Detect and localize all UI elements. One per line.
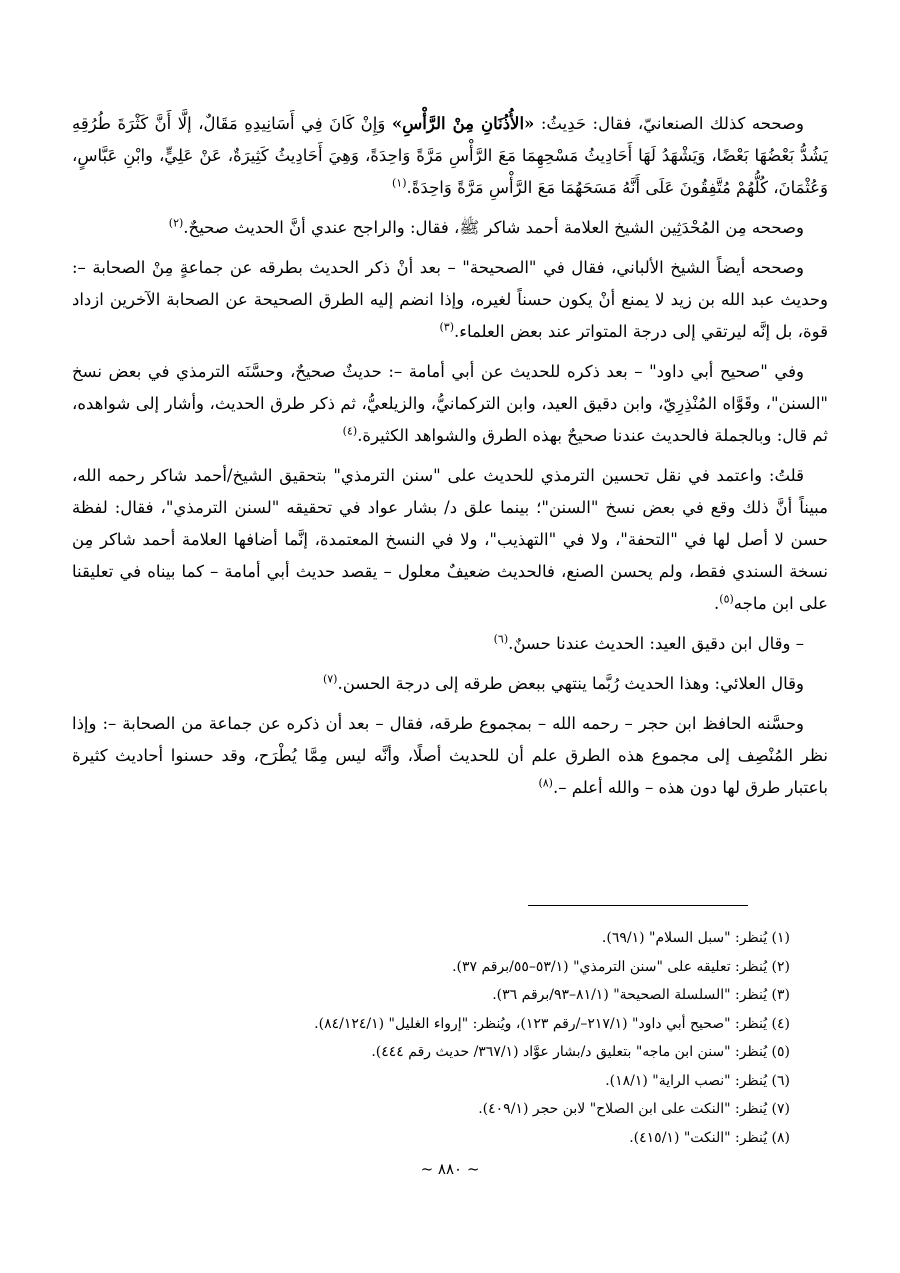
footnote-4: (٤) يُنظر: "صحيح أبي داود" (٢١٧/١–/رقم ١٢٣)، ويُنظر: "إرواء الغليل" (٨٤/١٢٤/١).	[314, 1015, 790, 1032]
paragraph-3-text: وصححه أيضاً الشيخ الألباني، فقال في "الصحيحة" – بعد أنْ ذكر الحديث بطرقه عن جماعةٍ مِنْ الصحابة –: وحديث عبد الله بن زيد لا يمنع أنْ يكون حسناً لغيره، وإذا انضم إليه الطرق الصحيحة عن الصحابة الآخرين ازداد قوة، بل إنَّه ليرتقي إلى درجة المتواتر عند بعض العلماء.	[72, 258, 828, 341]
paragraph-4	[72, 356, 828, 452]
footnote-ref-7[interactable]: (٧)	[322, 672, 338, 686]
footnote-1: (١) يُنظر: "سبل السلام" (٦٩/١).	[601, 930, 790, 946]
paragraph-1-text: وصححه كذلك الصنعانيّ، فقال: حَدِيثُ:	[534, 114, 804, 133]
footnote-3: (٣) يُنظر: "السلسلة الصحيحة" (٨١/١–٩٣/برقم ٣٦).	[492, 987, 790, 1003]
hadith-quote: «الأُذُنَانِ مِنْ الرَّأْسِ»	[391, 114, 535, 133]
footnote-7: (٧) يُنظر: "النكت على ابن الصلاح" لابن حجر (٤٠٩/١).	[478, 1101, 790, 1117]
footnote-ref-5[interactable]: (٥)	[719, 592, 734, 606]
footnote-6: (٦) يُنظر: "نصب الراية" (١٨/١).	[605, 1072, 790, 1089]
footnote-2: (٢) يُنظر: تعليقه على "سنن الترمذي" (٥٣/١–٥٥/برقم ٣٧).	[452, 958, 790, 975]
paragraph-7	[72, 668, 828, 700]
paragraph-4-text: وفي "صحيح أبي داود" – بعد ذكره للحديث عن أبي أمامة –: حديثٌ صحيحٌ، وحسَّنَه الترمذي في بعض نسخ "السنن"، وقَوَّاه المُنْذِرِيّ، وابن دقيق العيد، وابن التركمانيُّ، والزيلعيُّ، ثم ذكر طرق الحديث، وأشار إلى شواهده، ثم قال: وبالجملة فالحديث عندنا صحيحٌ بهذه الطرق والشواهد الكثيرة.	[72, 362, 828, 445]
paragraph-5	[72, 460, 828, 620]
footnote-8: (٨) يُنظر: "النكت" (٤١٥/١).	[629, 1129, 790, 1146]
paragraph-2-text: وصححه مِن المُحْدَثِين الشيخ العلامة أحمد شاكر ﷺ، فقال: والراجح عندي أنَّ الحديث صحيحٌ.	[183, 218, 804, 237]
paragraph-3	[72, 252, 828, 348]
paragraph-6	[72, 628, 828, 660]
footnote-ref-6[interactable]: (٦)	[493, 632, 509, 646]
page-number: ~ ٨٨٠ ~	[420, 1160, 480, 1178]
paragraph-6-text: – وقال ابن دقيق العيد: الحديث عندنا حسنٌ.	[508, 634, 804, 653]
footnotes-list	[100, 924, 790, 1152]
body-text	[72, 108, 828, 812]
paragraph-5-end: .	[714, 594, 720, 613]
paragraph-1	[72, 108, 828, 204]
paragraph-7-text: وقال العلائي: وهذا الحديث رُبَّما ينتهي ببعض طرقه إلى درجة الحسن.	[337, 674, 804, 693]
footnote-ref-4[interactable]: (٤)	[342, 424, 358, 438]
paragraph-1-continuation: وَإِنْ كَانَ فِي أَسَانِيدِهِ مَقَالٌ، إلَّا أَنَّ كَثْرَةَ طُرُقِهِ يَشُدُّ بَعْضُهَا بَعْضًا، وَيَشْهَدُ لَهَا أَحَادِيثُ مَسْحِهِمَا مَعَ الرَّأْسِ مَرَّةً وَاحِدَةً، وَهِيَ أَحَادِيثُ كَثِيرَةٌ، عَنْ عَلِيٍّ، وابْنِ عَبَّاسٍ، وَعُثْمَانَ، كُلُّهُمْ مُتَّفِقُونَ عَلَى أَنَّهُ مَسَحَهُمَا مَعَ الرَّأْسِ مَرَّةً وَاحِدَةً.	[72, 114, 828, 197]
paragraph-2	[72, 212, 828, 244]
paragraph-5-text: قلتُ: واعتمد في نقل تحسين الترمذي للحديث على "سنن الترمذي" بتحقيق الشيخ/أحمد شاكر رحمه الله، مبيناً أنَّ ذلك وقع في بعض نسخ "السنن"؛ بينما علق د/ بشار عواد في تحقيقه "لسنن الترمذي"، فقال: لفظة حسن لا أصل لها في "التحفة"، ولا في "التهذيب"، ولا في النسخ المعتمدة، إنَّما أضافها العلامة أحمد شاكر مِن نسخة السندي فقط، ولم يحسن الصنع، فالحديث ضعيفٌ معلول – يقصد حديث أبي أمامة – كما بيناه في تعليقنا على ابن ماجه	[72, 466, 828, 613]
footnote-separator	[528, 905, 748, 906]
footnote-5: (٥) يُنظر: "سنن ابن ماجه" بتعليق د/بشار عوَّاد (٣٦٧/١/ حديث رقم ٤٤٤).	[371, 1044, 790, 1060]
footnote-ref-1[interactable]: (١)	[392, 176, 407, 190]
footnote-ref-2[interactable]: (٢)	[168, 216, 184, 230]
paragraph-8-text: وحسَّنه الحافظ ابن حجر – رحمه الله – بمجموع طرقه، فقال – بعد أن ذكره عن جماعة من الصحابة –: وإذا نظر المُنْصِف إلى مجموع هذه الطرق علم أن للحديث أصلًا، وأنَّه ليس مِمَّا يُطْرَح، وقد حسنوا أحاديث كثيرة باعتبار طرق لها دون هذه – والله أعلم –.	[72, 714, 828, 797]
paragraph-8	[72, 708, 828, 804]
footnote-ref-8[interactable]: (٨)	[538, 776, 553, 790]
footnote-ref-3[interactable]: (٣)	[439, 320, 454, 334]
